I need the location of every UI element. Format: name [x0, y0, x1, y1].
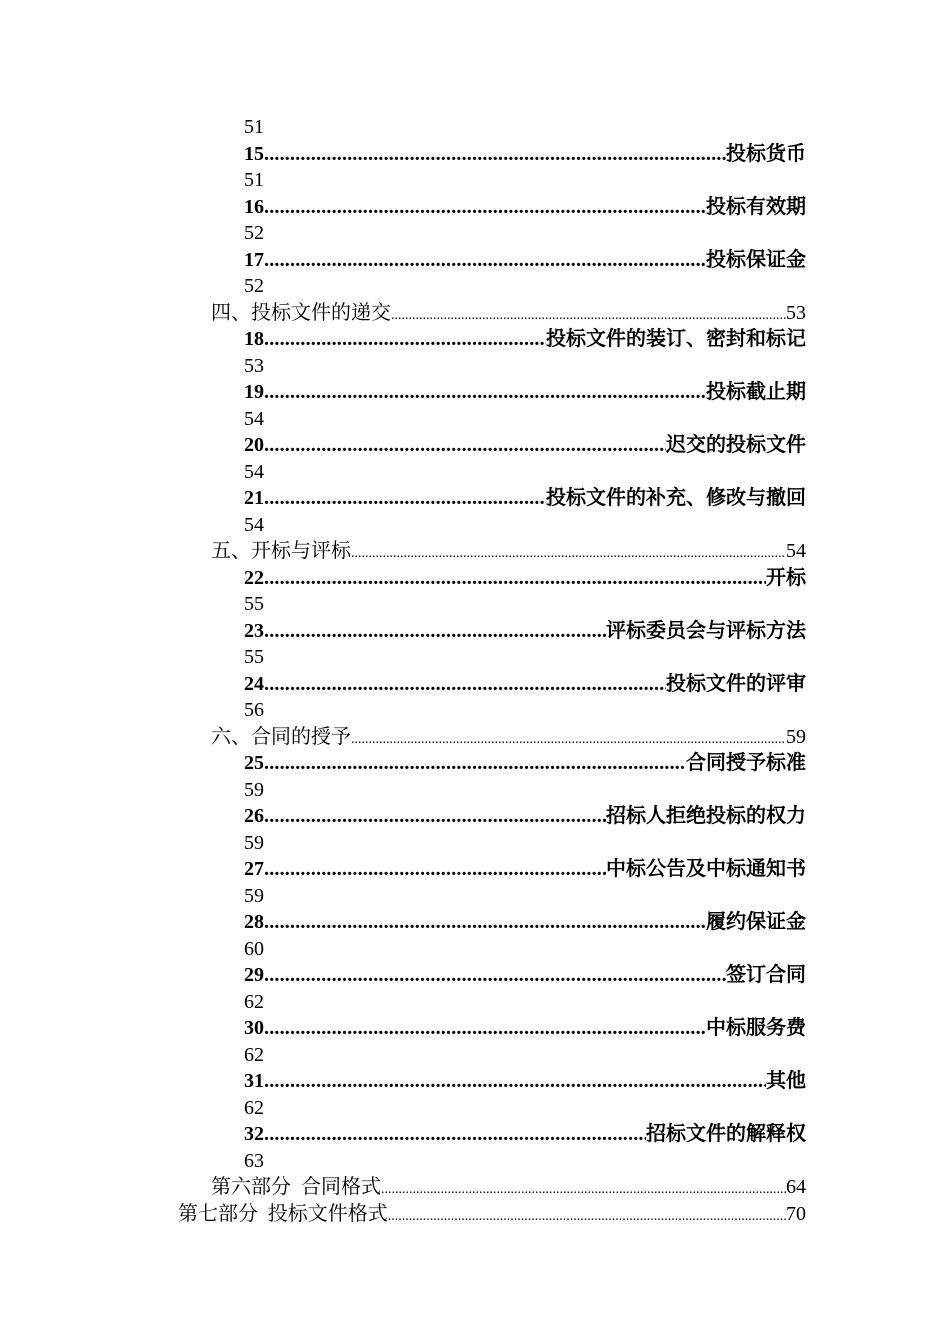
toc-entry-number: 25 — [244, 752, 264, 774]
toc-entry-number: 20 — [244, 434, 264, 456]
toc-page-number-line[interactable] — [0, 830, 950, 857]
toc-subentry[interactable] — [244, 565, 806, 592]
toc-page-number: 70 — [786, 1202, 806, 1225]
toc-page-number: 59 — [786, 725, 806, 748]
toc-subentry[interactable] — [244, 962, 806, 989]
toc-page-number: 52 — [244, 222, 264, 244]
toc-entry-number: 27 — [244, 858, 264, 880]
toc-subentry[interactable] — [244, 326, 806, 353]
toc-page-number: 63 — [244, 1149, 264, 1172]
toc-entry-title: 其他 — [766, 1070, 806, 1092]
toc-page-number-line[interactable] — [0, 591, 950, 618]
dot-leader — [264, 141, 726, 168]
toc-page-number-line[interactable] — [0, 989, 950, 1016]
dot-leader — [264, 618, 606, 645]
toc-entry-title: 中标公告及中标通知书 — [606, 858, 806, 880]
toc-page-number-line[interactable] — [0, 1095, 950, 1122]
toc-page-number: 51 — [244, 116, 264, 138]
toc-page-number-line[interactable] — [0, 220, 950, 247]
toc-entry-number: 24 — [244, 672, 264, 695]
toc-entry-title: 投标保证金 — [706, 248, 806, 271]
dot-leader — [264, 1015, 706, 1042]
toc-subentry[interactable] — [244, 803, 806, 830]
toc-entry-number: 28 — [244, 911, 264, 933]
toc-entry-number: 15 — [244, 142, 264, 165]
dot-leader — [388, 1204, 786, 1231]
toc-entry-title: 评标委员会与评标方法 — [606, 619, 806, 642]
toc-page-number: 54 — [244, 460, 264, 483]
toc-entry-number: 30 — [244, 1017, 264, 1039]
toc-entry-title: 投标文件的评审 — [666, 672, 806, 695]
toc-page-number-line[interactable] — [0, 644, 950, 671]
toc-entry-title: 投标文件的补充、修改与撤回 — [546, 487, 806, 509]
dot-leader — [264, 326, 546, 353]
toc-entry-title: 五、开标与评标 — [211, 540, 351, 562]
toc-page-number: 54 — [244, 407, 264, 430]
toc-subentry[interactable] — [244, 432, 806, 459]
toc-entry-title: 投标有效期 — [706, 195, 806, 218]
toc-page-number-line[interactable] — [0, 353, 950, 380]
toc-page-number: 55 — [244, 593, 264, 615]
toc-page-number-line[interactable] — [0, 406, 950, 433]
dot-leader — [264, 671, 666, 698]
toc-page-number: 59 — [244, 884, 264, 907]
toc-entry-number: 23 — [244, 619, 264, 642]
toc-subentry[interactable] — [244, 671, 806, 698]
toc-page-number-line[interactable] — [0, 512, 950, 539]
toc-entry-number: 26 — [244, 805, 264, 827]
toc-page-number: 64 — [786, 1176, 806, 1198]
toc-section-entry[interactable] — [211, 300, 806, 327]
toc-page-number-line[interactable] — [0, 114, 950, 141]
dot-leader — [264, 247, 706, 274]
toc-page-number-line[interactable] — [0, 777, 950, 804]
toc-part-entry[interactable] — [178, 1201, 806, 1228]
toc-page-number: 62 — [244, 990, 264, 1013]
toc-entry-number: 17 — [244, 248, 264, 271]
toc-part-label: 第七部分 — [178, 1202, 258, 1225]
dot-leader — [264, 750, 686, 777]
toc-subentry[interactable] — [244, 1068, 806, 1095]
dot-leader — [264, 1121, 646, 1148]
toc-section-entry[interactable] — [211, 538, 806, 565]
toc-entry-title: 合同授予标准 — [686, 752, 806, 774]
toc-subentry[interactable] — [244, 750, 806, 777]
toc-page-number-line[interactable] — [0, 1042, 950, 1069]
toc-page-number-line[interactable] — [0, 697, 950, 724]
toc-subentry[interactable] — [244, 909, 806, 936]
toc-subentry[interactable] — [244, 1015, 806, 1042]
toc-page-number: 53 — [786, 301, 806, 324]
toc-subentry[interactable] — [244, 247, 806, 274]
toc-entry-number: 29 — [244, 964, 264, 986]
toc-part-label: 第六部分 — [211, 1176, 291, 1198]
toc-entry-title: 投标截止期 — [706, 381, 806, 403]
toc-page-number: 60 — [244, 937, 264, 960]
toc-entry-title: 中标服务费 — [706, 1017, 806, 1039]
toc-entry-title: 开标 — [766, 566, 806, 589]
toc-entry-number: 32 — [244, 1123, 264, 1145]
toc-part-entry[interactable] — [211, 1174, 806, 1201]
dot-leader — [264, 1068, 766, 1095]
toc-entry-title: 投标货币 — [726, 142, 806, 165]
toc-entry-number: 19 — [244, 381, 264, 403]
toc-page-number: 55 — [244, 646, 264, 668]
toc-entry-title: 招标文件的解释权 — [646, 1123, 806, 1145]
toc-section-entry[interactable] — [211, 724, 806, 751]
toc-page-number-line[interactable] — [0, 459, 950, 486]
dot-leader — [264, 432, 666, 459]
toc-page-number-line[interactable] — [0, 1148, 950, 1175]
toc-page-number-line[interactable] — [0, 936, 950, 963]
toc-subentry[interactable] — [244, 856, 806, 883]
toc-entry-title: 招标人拒绝投标的权力 — [606, 805, 806, 827]
toc-entry-number: 22 — [244, 566, 264, 589]
toc-entry-title: 迟交的投标文件 — [666, 434, 806, 456]
toc-subentry[interactable] — [244, 1121, 806, 1148]
toc-page-number: 54 — [244, 513, 264, 536]
toc-subentry[interactable] — [244, 618, 806, 645]
toc-entry-title: 合同格式 — [300, 1176, 381, 1198]
toc-subentry[interactable] — [244, 379, 806, 406]
dot-leader — [381, 1177, 786, 1204]
dot-leader — [264, 962, 726, 989]
toc-entry-number: 16 — [244, 195, 264, 218]
toc-page-number: 53 — [244, 354, 264, 377]
dot-leader — [264, 803, 606, 830]
dot-leader — [264, 379, 706, 406]
toc-page-number: 56 — [244, 699, 264, 721]
toc-entry-number: 18 — [244, 328, 264, 350]
dot-leader — [264, 485, 546, 512]
toc-page-number: 59 — [244, 831, 264, 854]
toc-entry-title: 投标文件格式 — [267, 1202, 388, 1225]
dot-leader — [264, 194, 706, 221]
table-of-contents — [0, 114, 950, 1227]
toc-page-number: 59 — [244, 778, 264, 801]
toc-entry-title: 投标文件的装订、密封和标记 — [546, 328, 806, 350]
toc-entry-title: 履约保证金 — [706, 911, 806, 933]
toc-page-number-line[interactable] — [0, 883, 950, 910]
toc-subentry[interactable] — [244, 485, 806, 512]
toc-page-number: 62 — [244, 1096, 264, 1119]
toc-page-number: 51 — [244, 169, 264, 191]
toc-page-number-line[interactable] — [0, 273, 950, 300]
toc-page-number: 52 — [244, 275, 264, 297]
toc-entry-number: 21 — [244, 487, 264, 509]
toc-entry-number: 31 — [244, 1070, 264, 1092]
toc-subentry[interactable] — [244, 194, 806, 221]
dot-leader — [264, 856, 606, 883]
toc-entry-title: 签订合同 — [726, 964, 806, 986]
dot-leader — [264, 909, 706, 936]
toc-page-number-line[interactable] — [0, 167, 950, 194]
toc-entry-title: 四、投标文件的递交 — [211, 301, 391, 324]
toc-page-number: 62 — [244, 1043, 264, 1066]
toc-entry-title: 六、合同的授予 — [211, 725, 351, 748]
dot-leader — [264, 565, 766, 592]
toc-subentry[interactable] — [244, 141, 806, 168]
toc-page-number: 54 — [786, 540, 806, 562]
